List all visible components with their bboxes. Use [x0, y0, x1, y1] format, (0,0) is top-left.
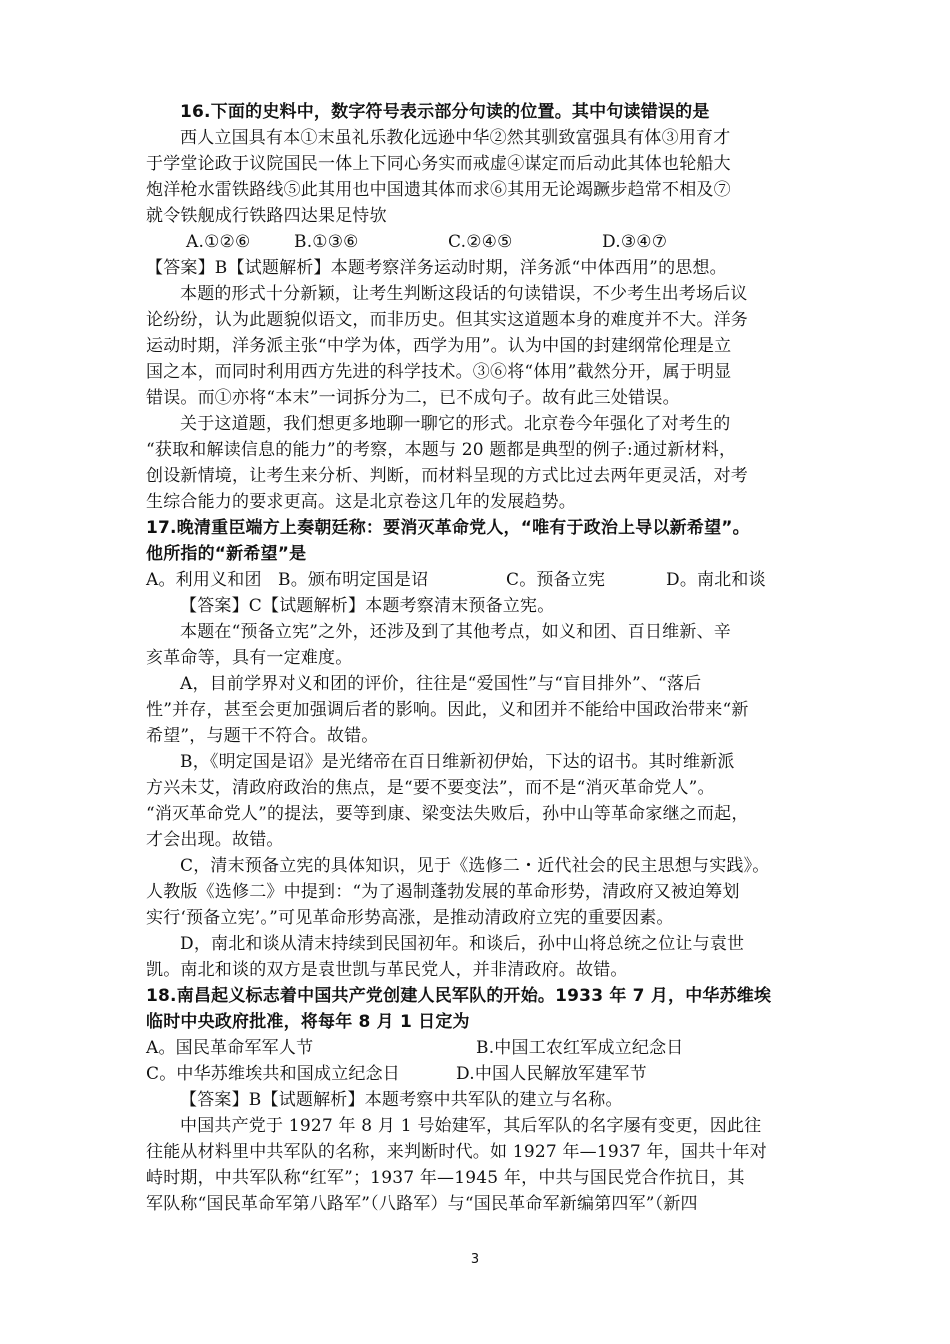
- q18-option-d: D.中国人民解放军建军节: [456, 1064, 647, 1084]
- q16-analysis-line: “获取和解读信息的能力”的考察，本题与 20 题都是典型的例子:通过新材料，: [146, 440, 737, 460]
- q18-title: 临时中央政府批准，将每年 8 月 1 日定为: [146, 1012, 470, 1032]
- q17-option-a: A。利用义和团: [146, 570, 262, 590]
- q18-options-row: [146, 1036, 826, 1062]
- q16-analysis-line: 运动时期，洋务派主张“中学为体，西学为用”。认为中国的封建纲常伦理是立: [146, 336, 732, 356]
- q17-option-b: B。颁布明定国是诏: [278, 570, 429, 590]
- q17-analysis-line: 人教版《选修二》中提到：“为了遏制蓬勃发展的革命形势，清政府又被迫筹划: [146, 882, 740, 902]
- q16-answer: 【答案】B【试题解析】本题考察洋务运动时期，洋务派“中体西用”的思想。: [146, 258, 727, 278]
- q16-passage-line: 就令铁舰成行铁路四达果足恃欤: [146, 206, 387, 226]
- q18-option-b: B.中国工农红军成立纪念日: [476, 1038, 684, 1058]
- q16-option-d: D.③④⑦: [602, 232, 668, 252]
- q16-analysis-line: 本题的形式十分新颖，让考生判断这段话的句读错误，不少考生出考场后议: [180, 284, 748, 304]
- q18-answer: 【答案】B【试题解析】本题考察中共军队的建立与名称。: [180, 1090, 623, 1110]
- q17-analysis-line: “消灭革命党人”的提法，要等到康、梁变法失败后，孙中山等革命家继之而起，: [146, 804, 749, 824]
- q18-option-c: C。中华苏维埃共和国成立纪念日: [146, 1064, 401, 1084]
- q18-analysis-line: 中国共产党于 1927 年 8 月 1 号始建军，其后军队的名字屡有变更，因此往: [180, 1116, 762, 1136]
- q16-option-c: C.②④⑤: [448, 232, 513, 252]
- q16-passage-line: 于学堂论政于议院国民一体上下同心务实而戒虚④谋定而后动此其体也轮船大: [146, 154, 731, 174]
- q17-option-c: C。预备立宪: [506, 570, 606, 590]
- q17-analysis-line: 本题在“预备立宪”之外，还涉及到了其他考点，如义和团、百日维新、辛: [180, 622, 731, 642]
- q16-passage-line: 炮洋枪水雷铁路线⑤此其用也中国遗其体而求⑥其用无论竭蹶步趋常不相及⑦: [146, 180, 731, 200]
- q18-analysis-line: 军队称“国民革命军第八路军”（八路军）与“国民革命军新编第四军”（新四: [146, 1194, 698, 1214]
- q16-analysis-line: 错误。而①亦将“本末”一词拆分为二，已不成句子。故有此三处错误。: [146, 388, 680, 408]
- page-number: 3: [470, 1252, 480, 1267]
- q17-title: 他所指的“新希望”是: [146, 544, 307, 564]
- q18-analysis-line: 峙时期，中共军队称“红军”；1937 年—1945 年，中共与国民党合作抗日，其: [146, 1168, 745, 1188]
- q17-analysis-line: 实行‘预备立宪’。”可见革命形势高涨，是推动清政府立宪的重要因素。: [146, 908, 674, 928]
- q18-analysis-line: 往能从材料里中共军队的名称，来判断时代。如 1927 年—1937 年，国共十年对: [146, 1142, 767, 1162]
- q17-option-d: D。南北和谈: [666, 570, 766, 590]
- q16-passage-line: 西人立国具有本①末虽礼乐教化远逊中华②然其驯致富强具有体③用育才: [180, 128, 731, 148]
- q17-analysis-line: C，清末预备立宪的具体知识，见于《选修二・近代社会的民主思想与实践》。: [180, 856, 770, 876]
- q16-analysis-line: 论纷纷，认为此题貌似语文，而非历史。但其实这道题本身的难度并不大。洋务: [146, 310, 748, 330]
- q18-title: 18.南昌起义标志着中国共产党创建人民军队的开始。1933 年 7 月，中华苏维埃: [146, 986, 772, 1006]
- q16-analysis-line: 关于这道题，我们想更多地聊一聊它的形式。北京卷今年强化了对考生的: [180, 414, 731, 434]
- q16-option-b: B.①③⑥: [294, 232, 359, 252]
- q17-analysis-line: 亥革命等，具有一定难度。: [146, 648, 353, 668]
- q16-title: 16.下面的史料中，数字符号表示部分句读的位置。其中句读错误的是: [180, 102, 710, 122]
- q18-option-a: A。国民革命军军人节: [146, 1038, 314, 1058]
- q17-options: [146, 568, 826, 594]
- q17-title: 17.晚清重臣端方上奏朝廷称：要消灭革命党人，“唯有于政治上导以新希望”。: [146, 518, 750, 538]
- q16-analysis-line: 国之本，而同时利用西方先进的科学技术。③⑥将“体用”截然分开，属于明显: [146, 362, 732, 382]
- q16-analysis-line: 生综合能力的要求更高。这是北京卷这几年的发展趋势。: [146, 492, 576, 512]
- q17-analysis-line: 才会出现。故错。: [146, 830, 284, 850]
- q16-option-a: A.①②⑥: [186, 232, 251, 252]
- q16-analysis-line: 创设新情境，让考生来分析、判断，而材料呈现的方式比过去两年更灵活，对考: [146, 466, 748, 486]
- q18-options-row: [146, 1062, 826, 1088]
- q17-analysis-line: 方兴未艾，清政府政治的焦点，是“要不要变法”，而不是“消灭革命党人”。: [146, 778, 715, 798]
- q17-analysis-line: 希望”，与题干不符合。故错。: [146, 726, 379, 746]
- q17-analysis-line: A，目前学界对义和团的评价，往往是“爱国性”与“盲目排外”、“落后: [180, 674, 702, 694]
- q17-analysis-line: 凯。南北和谈的双方是袁世凯与革民党人，并非清政府。故错。: [146, 960, 628, 980]
- q17-analysis-line: B，《明定国是诏》是光绪帝在百日维新初伊始，下达的诏书。其时维新派: [180, 752, 735, 772]
- q17-analysis-line: 性”并存，甚至会更加强调后者的影响。因此，义和团并不能给中国政治带来“新: [146, 700, 749, 720]
- q17-answer: 【答案】C【试题解析】本题考察清末预备立宪。: [180, 596, 555, 616]
- q16-options: [146, 230, 826, 256]
- q17-analysis-line: D，南北和谈从清末持续到民国初年。和谈后，孙中山将总统之位让与袁世: [180, 934, 745, 954]
